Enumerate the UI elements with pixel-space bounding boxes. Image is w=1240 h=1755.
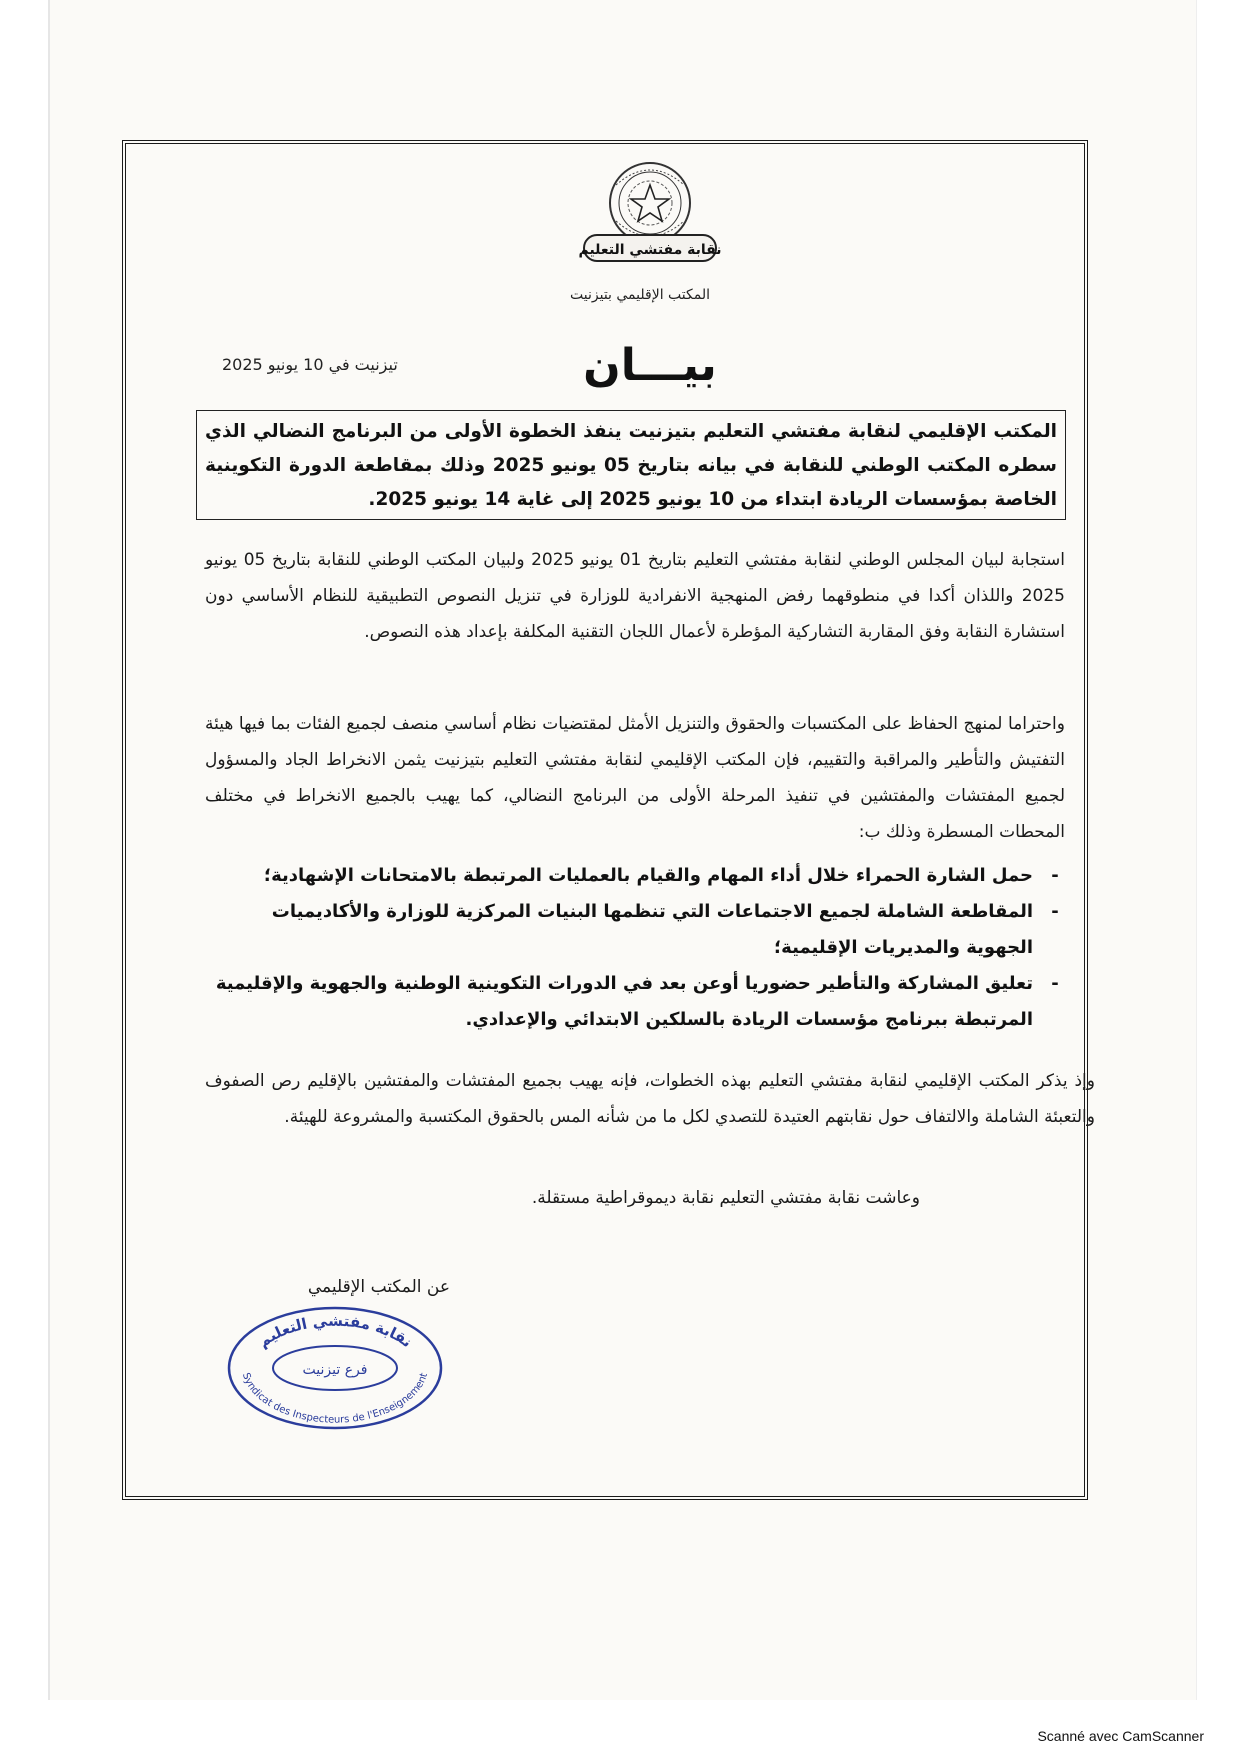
official-stamp: [220, 1300, 450, 1435]
signature-label: عن المكتب الإقليمي: [307, 1277, 450, 1297]
logo-text: نقابة مفتشي التعليم: [578, 242, 722, 258]
union-logo: [570, 155, 730, 270]
svg-text:Syndicat des Inspecteurs de l': [240, 1372, 430, 1426]
logo-emblem-icon: [570, 155, 730, 270]
list-item-text: المقاطعة الشاملة لجميع الاجتماعات التي تنظمها البنيات المركزية للوزارة والأكاديميات الجهوية والمديريات الإقليمية؛: [271, 901, 1033, 958]
list-item-text: حمل الشارة الحمراء خلال أداء المهام والقيام بالعمليات المرتبطة بالامتحانات الإشهادية؛: [263, 865, 1033, 886]
list-item: [205, 858, 1065, 894]
document-date: تيزنيت في 10 يونيو 2025: [222, 355, 398, 374]
bullet-marker: -: [1051, 901, 1059, 922]
bullet-marker: -: [1051, 973, 1059, 994]
action-list: [205, 858, 1065, 1038]
document-title: بيـــان: [583, 340, 717, 391]
stamp-top-text: نقابة مفتشي التعليم: [254, 1311, 416, 1352]
stamp-center-text: فرع تيزنيت: [302, 1362, 368, 1378]
paragraph-1: استجابة لبيان المجلس الوطني لنقابة مفتشي التعليم بتاريخ 01 يونيو 2025 ولبيان المكتب الوطني للنقابة بتاريخ 05 يونيو 2025 واللذان أكدا في منطوقهما رفض المنهجية الانفرادية للوزارة في تنزيل النصوص التطبيقية للنظام الأساسي دون استشارة النقابة وفق المقاربة التشاركية المؤطرة لأعمال اللجان التقنية المكلفة بإعداد هذه النصوص.: [205, 550, 1065, 642]
list-item: [205, 966, 1065, 1038]
summary-box: المكتب الإقليمي لنقابة مفتشي التعليم بتيزنيت ينفذ الخطوة الأولى من البرنامج النضالي الذي سطره المكتب الوطني للنقابة في بيانه بتاريخ 05 يونيو 2025 وذلك بمقاطعة الدورة التكوينية الخاصة بمؤسسات الريادة ابتداء من 10 يونيو 2025 إلى غاية 14 يونيو 2025.: [196, 410, 1066, 520]
office-name: المكتب الإقليمي بتيزنيت: [570, 287, 710, 303]
list-item: [205, 894, 1065, 966]
bullet-marker: -: [1051, 865, 1059, 886]
paragraph-2: واحتراما لمنهج الحفاظ على المكتسبات والحقوق والتنزيل الأمثل لمقتضيات نظام أساسي منصف لجميع الفئات بما فيها هيئة التفتيش والتأطير والمراقبة والتقييم، فإن المكتب الإقليمي لنقابة مفتشي التعليم بتيزنيت يثمن الانخراط الجاد والمسؤول لجميع المفتشات والمفتشين في تنفيذ المرحلة الأولى من البرنامج النضالي، كما يهيب بالجميع الانخراط في مختلف المحطات المسطرة وذلك ب:: [205, 714, 1065, 842]
closing-line: وعاشت نقابة مفتشي التعليم نقابة ديموقراطية مستقلة.: [531, 1188, 920, 1208]
list-item-text: تعليق المشاركة والتأطير حضوريا أوعن بعد في الدورات التكوينية الوطنية والجهوية والإقليمية المرتبطة ببرنامج مؤسسات الريادة بالسلكين الابتدائي والإعدادي.: [215, 973, 1033, 1030]
stamp-icon: [220, 1300, 450, 1435]
paragraph-3: وإذ يذكر المكتب الإقليمي لنقابة مفتشي التعليم بهذه الخطوات، فإنه يهيب بجميع المفتشات والمفتشين بالإقليم رص الصفوف والتعبئة الشاملة والالتفاف حول نقابتهم العتيدة للتصدي لكل ما من شأنه المس بالحقوق المكتسبة والمشروعة للهيئة.: [205, 1071, 1095, 1127]
stamp-bottom-text: Syndicat des Inspecteurs de l'Enseignement: [239, 1371, 430, 1426]
scanner-watermark: Scanné avec CamScanner: [1037, 1728, 1204, 1744]
